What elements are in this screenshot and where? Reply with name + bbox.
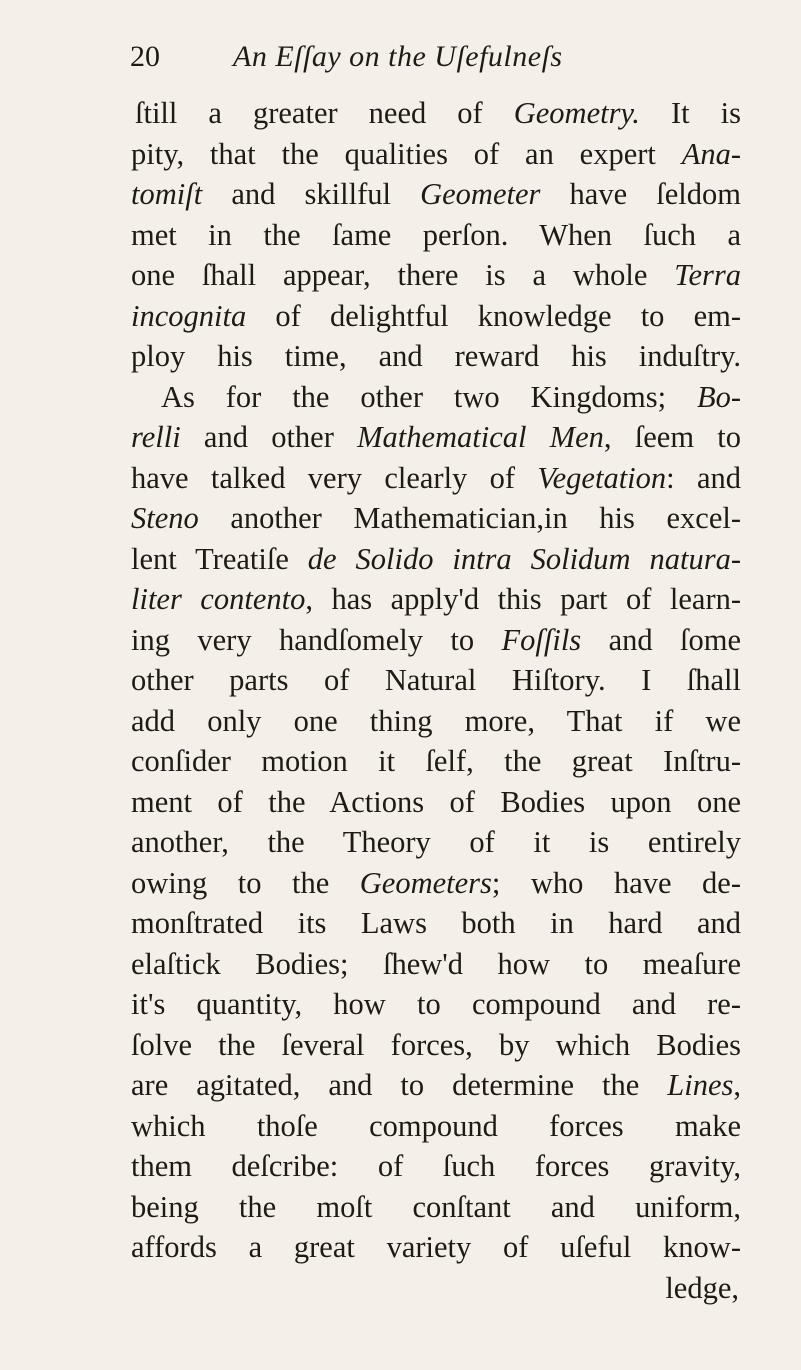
text-line: [131, 296, 741, 337]
text-run: elaſtick Bodies; ſhew'd how to meaſure: [131, 946, 741, 981]
text-run: have ſeldom: [540, 177, 741, 211]
text-line: [131, 741, 741, 782]
text-run: ploy his time, and reward his induſtry.: [131, 339, 741, 373]
text-run: ſolve the ſeveral forces, by which Bodies: [131, 1027, 741, 1062]
italic-text: Foſſils: [501, 622, 582, 657]
text-run: met in the ſame perſon. When ſuch a: [131, 217, 741, 252]
italic-text: incognita: [131, 298, 247, 333]
italic-text: Lines: [667, 1068, 734, 1102]
text-run: ; who have de-: [491, 865, 741, 900]
running-head: [0, 40, 801, 90]
text-line: [131, 903, 741, 944]
text-run: conſider motion it ſelf, the great Inſtru-: [131, 744, 741, 778]
catchword: [131, 1268, 741, 1309]
text-line: [131, 620, 741, 661]
text-run: which thoſe compound forces make: [131, 1108, 741, 1143]
italic-text: Terra: [674, 258, 741, 292]
text-line: [131, 1106, 741, 1147]
text-line: [131, 174, 741, 215]
text-run: affords a great variety of uſeful know-: [131, 1230, 741, 1264]
text-run: ment of the Actions of Bodies upon one: [131, 784, 741, 819]
text-line: [131, 1065, 741, 1106]
text-run: ledge,: [665, 1270, 739, 1305]
text-run: ſtill a greater need of: [135, 96, 514, 130]
italic-text: Geometer: [420, 177, 541, 211]
text-run: them deſcribe: of ſuch forces gravity,: [131, 1149, 741, 1183]
body-text: [131, 93, 741, 1308]
text-line: [131, 336, 741, 377]
italic-text: Steno: [131, 501, 199, 535]
text-run: , has apply'd this part of learn-: [305, 582, 741, 616]
italic-text: Bo-: [696, 379, 741, 414]
text-run: It is: [639, 96, 741, 130]
text-run: ing very handſomely to: [131, 622, 502, 657]
text-run: another, the Theory of it is entirely: [131, 825, 741, 859]
text-run: it's quantity, how to compound and re-: [131, 987, 741, 1021]
text-run: add only one thing more, That if we: [131, 703, 741, 738]
text-run: one ſhall appear, there is a whole: [131, 258, 675, 292]
text-run: other parts of Natural Hiſtory. I ſhall: [131, 663, 741, 697]
text-run: , ſeem to: [603, 420, 741, 454]
text-run: lent Treatiſe: [131, 541, 308, 576]
text-line: [131, 782, 741, 823]
text-line: [131, 134, 741, 175]
page-number: 20: [130, 40, 160, 73]
text-line: [131, 215, 741, 256]
italic-text: liter contento: [131, 582, 306, 616]
text-line: [131, 255, 741, 296]
italic-text: tomiſt: [131, 177, 203, 211]
text-line: [131, 984, 741, 1025]
text-run: pity, that the qualities of an expert: [131, 136, 682, 171]
text-line: [131, 701, 741, 742]
text-run: and skillful: [202, 177, 421, 211]
text-line: [131, 1146, 741, 1187]
text-line: [131, 458, 741, 499]
text-line: [131, 1025, 741, 1066]
text-line: [131, 93, 741, 134]
text-run: of delightful knowledge to em-: [246, 298, 741, 333]
italic-text: Geometers: [359, 865, 492, 900]
italic-text: Mathematical Men: [357, 420, 604, 454]
text-line: [131, 417, 741, 458]
text-line: [131, 579, 741, 620]
text-line: [131, 1187, 741, 1228]
text-run: owing to the: [131, 865, 360, 900]
text-run: being the moſt conſtant and uniform,: [131, 1189, 741, 1224]
text-run: and other: [180, 420, 358, 454]
italic-text: de Solido intra Solidum natura-: [307, 541, 741, 576]
text-run: monſtrated its Laws both in hard and: [131, 906, 741, 940]
italic-text: Ana-: [681, 136, 741, 171]
text-run: ,: [733, 1068, 741, 1102]
text-line: [131, 1227, 741, 1268]
text-line: [131, 377, 741, 418]
running-title: An Eſſay on the Uſefulneſs: [233, 40, 563, 73]
text-run: As for the other two Kingdoms;: [161, 379, 697, 414]
text-line: [131, 822, 741, 863]
text-run: another Mathematician,in his excel-: [198, 501, 741, 535]
text-line: [131, 539, 741, 580]
italic-text: relli: [131, 420, 181, 454]
text-run: have talked very clearly of: [131, 460, 538, 495]
text-run: : and: [666, 460, 741, 495]
text-line: [131, 498, 741, 539]
text-run: are agitated, and to determine the: [131, 1068, 668, 1102]
text-line: [131, 944, 741, 985]
text-line: [131, 660, 741, 701]
text-run: and ſome: [581, 622, 741, 657]
italic-text: Geometry.: [513, 96, 640, 130]
text-line: [131, 863, 741, 904]
italic-text: Vegetation: [537, 460, 667, 495]
